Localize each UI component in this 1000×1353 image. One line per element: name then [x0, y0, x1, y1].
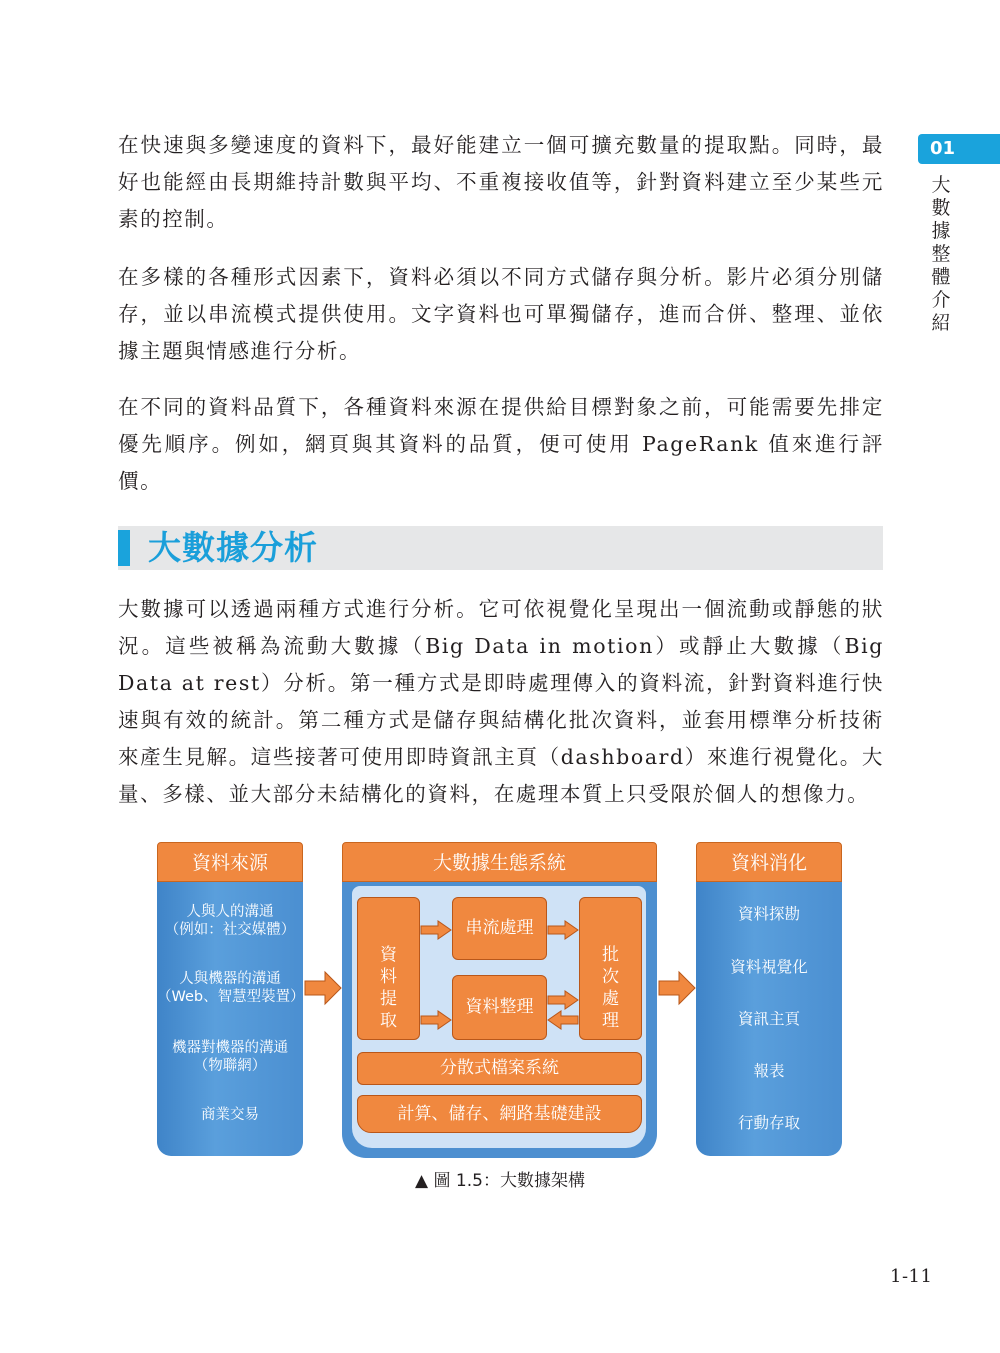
arrow-batch-to-organize-icon	[547, 1010, 579, 1030]
source-item-transactions: 商業交易	[201, 1107, 259, 1123]
arrow-ingest-to-organize-icon	[420, 1010, 452, 1030]
source-item-p2p-line1: 人與人的溝通	[186, 904, 274, 920]
paragraph-velocity: 在快速與多變速度的資料下，最好能建立一個可擴充數量的提取點。同時，最好也能經由長期維持計數與平均、不重複接收值等，針對資料建立至少某些元素的控制。	[118, 133, 884, 231]
consumption-item-reports: 報表	[753, 1062, 785, 1080]
chapter-number-tab: 01	[918, 134, 1000, 164]
source-item-p2p	[157, 903, 303, 939]
arrow-ingest-to-stream-icon	[420, 920, 452, 940]
consumption-item-mining: 資料探勘	[737, 905, 800, 923]
stream-processing-box: 串流處理	[452, 897, 547, 960]
distributed-file-system-box: 分散式檔案系統	[357, 1052, 642, 1085]
source-item-m2m-line1: 機器對機器的溝通	[172, 1040, 288, 1056]
arrow-organize-to-batch-icon	[547, 990, 579, 1010]
source-item-p2p-line2: （例如：社交媒體）	[164, 922, 296, 938]
ingest-box: 資料提取	[357, 897, 420, 1040]
page-number: 1-11	[890, 1266, 933, 1287]
consumption-header: 資料消化	[696, 842, 842, 882]
figure-caption: ▲ 圖 1.5：大數據架構	[415, 1171, 585, 1191]
paragraph-veracity: 在不同的資料品質下，各種資料來源在提供給目標對象之前，可能需要先排定優先順序。例如，網頁與其資料的品質，便可使用 PageRank 值來進行評價。	[118, 395, 884, 493]
section-heading-marker	[118, 530, 130, 566]
paragraph-analysis: 大數據可以透過兩種方式進行分析。它可依視覺化呈現出一個流動或靜態的狀況。這些被稱為流動大數據（Big Data in motion）或靜止大數據（Big Data at rest）分析。第一種方式是即時處理傳入的資料流，針對資料進行快速與有效的統計。第二種方式是儲存與結構化批次資料，並套用標準分析技術來產生見解。這些接著可使用即時資訊主頁（dashboard）來進行視覺化。大量、多樣、並大部分未結構化的資料，在處理本質上只受限於個人的想像力。	[118, 597, 884, 806]
chapter-title-vertical: 大數據整體介紹	[931, 174, 951, 334]
consumption-item-dashboard: 資訊主頁	[737, 1010, 800, 1028]
source-item-m2m-line2: （物聯網）	[193, 1058, 267, 1074]
paragraph-variety: 在多樣的各種形式因素下，資料必須以不同方式儲存與分析。影片必須分別儲存，並以串流模式提供使用。文字資料也可單獨儲存，進而合併、整理、並依據主題與情感進行分析。	[118, 265, 884, 363]
consumption-item-visualization: 資料視覺化	[730, 958, 808, 976]
source-item-p2m	[157, 970, 303, 1006]
section-heading: 大數據分析	[148, 528, 318, 567]
source-header: 資料來源	[157, 842, 303, 882]
batch-processing-box: 批次處理	[579, 897, 642, 1040]
flow-arrow-in-icon	[303, 970, 343, 1006]
flow-arrow-out-icon	[657, 970, 697, 1006]
consumption-item-mobile: 行動存取	[737, 1114, 800, 1132]
source-item-p2m-line1: 人與機器的溝通	[179, 971, 281, 987]
data-organize-box: 資料整理	[452, 975, 547, 1040]
source-item-p2m-line2: （Web、智慧型裝置）	[157, 989, 305, 1005]
ecosystem-header: 大數據生態系統	[342, 842, 657, 882]
infrastructure-box: 計算、儲存、網路基礎建設	[357, 1095, 642, 1133]
source-item-m2m	[157, 1039, 303, 1075]
arrow-stream-to-batch-icon	[547, 920, 579, 940]
